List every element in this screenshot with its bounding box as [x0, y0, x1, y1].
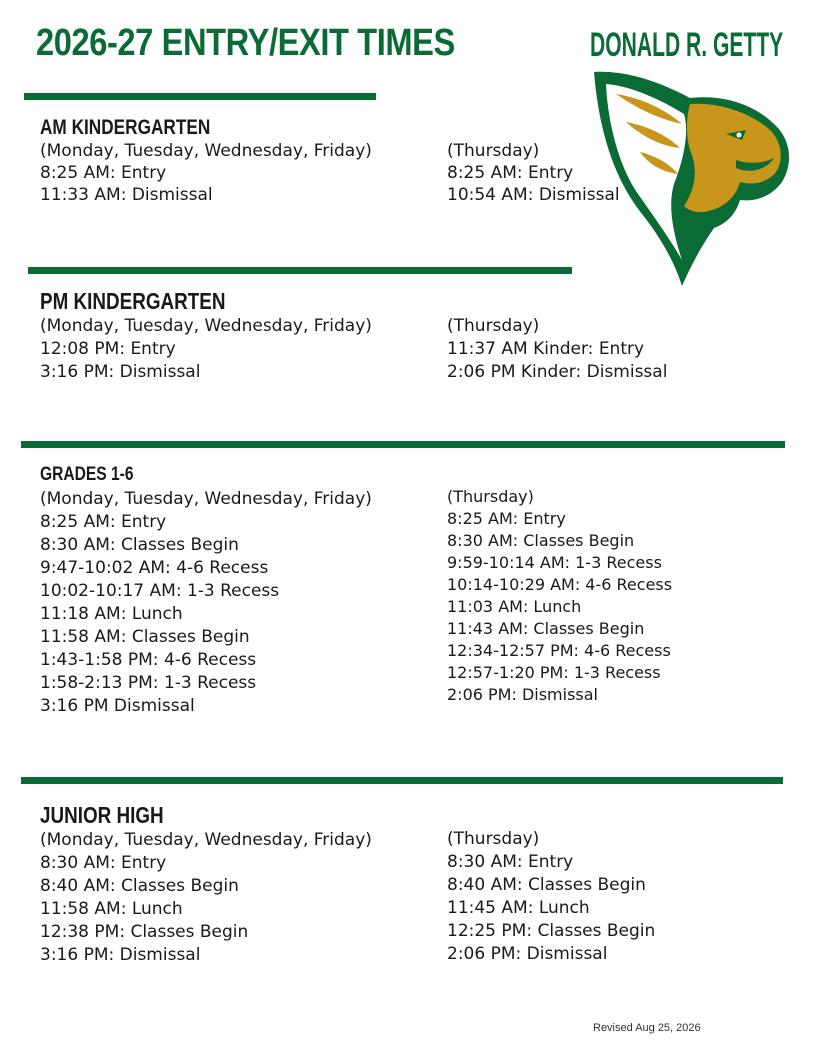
- schedule-line: 8:30 AM: Classes Begin: [40, 535, 239, 555]
- schedule-line: 9:47-10:02 AM: 4-6 Recess: [40, 558, 269, 578]
- schedule-line: 12:25 PM: Classes Begin: [447, 921, 656, 941]
- schedule-line: (Thursday): [447, 829, 540, 849]
- schedule-right-column: [447, 486, 672, 706]
- schedule-line: 11:03 AM: Lunch: [447, 597, 582, 616]
- schedule-line: 8:30 AM: Classes Begin: [447, 531, 635, 550]
- schedule-line: 8:25 AM: Entry: [40, 163, 167, 183]
- schedule-line: 8:30 AM: Entry: [40, 853, 167, 873]
- schedule-line: (Monday, Tuesday, Wednesday, Friday): [40, 489, 372, 509]
- divider-rule: [21, 777, 783, 784]
- divider-rule: [24, 93, 376, 100]
- schedule-line: 1:43-1:58 PM: 4-6 Recess: [40, 650, 257, 670]
- schedule-line: 3:16 PM: Dismissal: [40, 945, 201, 965]
- schedule-line: 8:40 AM: Classes Begin: [447, 875, 646, 895]
- schedule-line: 11:58 AM: Lunch: [40, 899, 183, 919]
- section-heading: PM KINDERGARTEN: [40, 288, 226, 314]
- schedule-line: (Monday, Tuesday, Wednesday, Friday): [40, 141, 372, 161]
- school-name: DONALD R. GETTY: [590, 26, 784, 64]
- section-heading: GRADES 1-6: [40, 464, 134, 485]
- schedule-line: 8:25 AM: Entry: [40, 512, 167, 532]
- schedule-line: 1:58-2:13 PM: 1-3 Recess: [40, 673, 257, 693]
- schedule-line: 10:02-10:17 AM: 1-3 Recess: [40, 581, 280, 601]
- schedule-line: 10:14-10:29 AM: 4-6 Recess: [447, 575, 673, 594]
- schedule-line: 10:54 AM: Dismissal: [447, 185, 620, 205]
- schedule-left-column: [40, 140, 372, 206]
- schedule-line: 11:37 AM Kinder: Entry: [447, 339, 645, 359]
- schedule-line: 11:18 AM: Lunch: [40, 604, 183, 624]
- revised-date: Revised Aug 25, 2026: [593, 1022, 701, 1034]
- schedule-line: 2:06 PM Kinder: Dismissal: [447, 362, 668, 382]
- schedule-line: 8:40 AM: Classes Begin: [40, 876, 239, 896]
- schedule-line: (Thursday): [447, 487, 534, 506]
- schedule-line: 2:06 PM: Dismissal: [447, 685, 598, 704]
- schedule-line: 11:33 AM: Dismissal: [40, 185, 213, 205]
- schedule-line: 2:06 PM: Dismissal: [447, 944, 608, 964]
- divider-rule: [21, 441, 785, 448]
- schedule-line: 3:16 PM Dismissal: [40, 696, 195, 716]
- page-title: 2026-27 ENTRY/EXIT TIMES: [36, 22, 455, 64]
- schedule-line: 11:43 AM: Classes Begin: [447, 619, 645, 638]
- schedule-line: 11:58 AM: Classes Begin: [40, 627, 250, 647]
- schedule-line: 12:38 PM: Classes Begin: [40, 922, 249, 942]
- schedule-right-column: [447, 828, 655, 966]
- schedule-line: 8:25 AM: Entry: [447, 163, 574, 183]
- schedule-line: 8:25 AM: Entry: [447, 509, 566, 528]
- schedule-left-column: [40, 488, 372, 718]
- schedule-right-column: [447, 315, 667, 384]
- schedule-line: 11:45 AM: Lunch: [447, 898, 590, 918]
- schedule-line: (Monday, Tuesday, Wednesday, Friday): [40, 830, 372, 850]
- schedule-line: (Monday, Tuesday, Wednesday, Friday): [40, 316, 372, 336]
- schedule-line: 3:16 PM: Dismissal: [40, 362, 201, 382]
- schedule-left-column: [40, 315, 372, 384]
- schedule-left-column: [40, 829, 372, 967]
- schedule-line: 12:08 PM: Entry: [40, 339, 176, 359]
- section-heading: AM KINDERGARTEN: [40, 116, 211, 139]
- schedule-line: 8:30 AM: Entry: [447, 852, 574, 872]
- schedule-line: 12:34-12:57 PM: 4-6 Recess: [447, 641, 671, 660]
- schedule-line: 9:59-10:14 AM: 1-3 Recess: [447, 553, 662, 572]
- schedule-line: (Thursday): [447, 141, 540, 161]
- schedule-line: 12:57-1:20 PM: 1-3 Recess: [447, 663, 661, 682]
- section-heading: JUNIOR HIGH: [40, 802, 164, 828]
- divider-rule: [28, 267, 572, 274]
- schedule-line: (Thursday): [447, 316, 540, 336]
- schedule-right-column: [447, 140, 620, 206]
